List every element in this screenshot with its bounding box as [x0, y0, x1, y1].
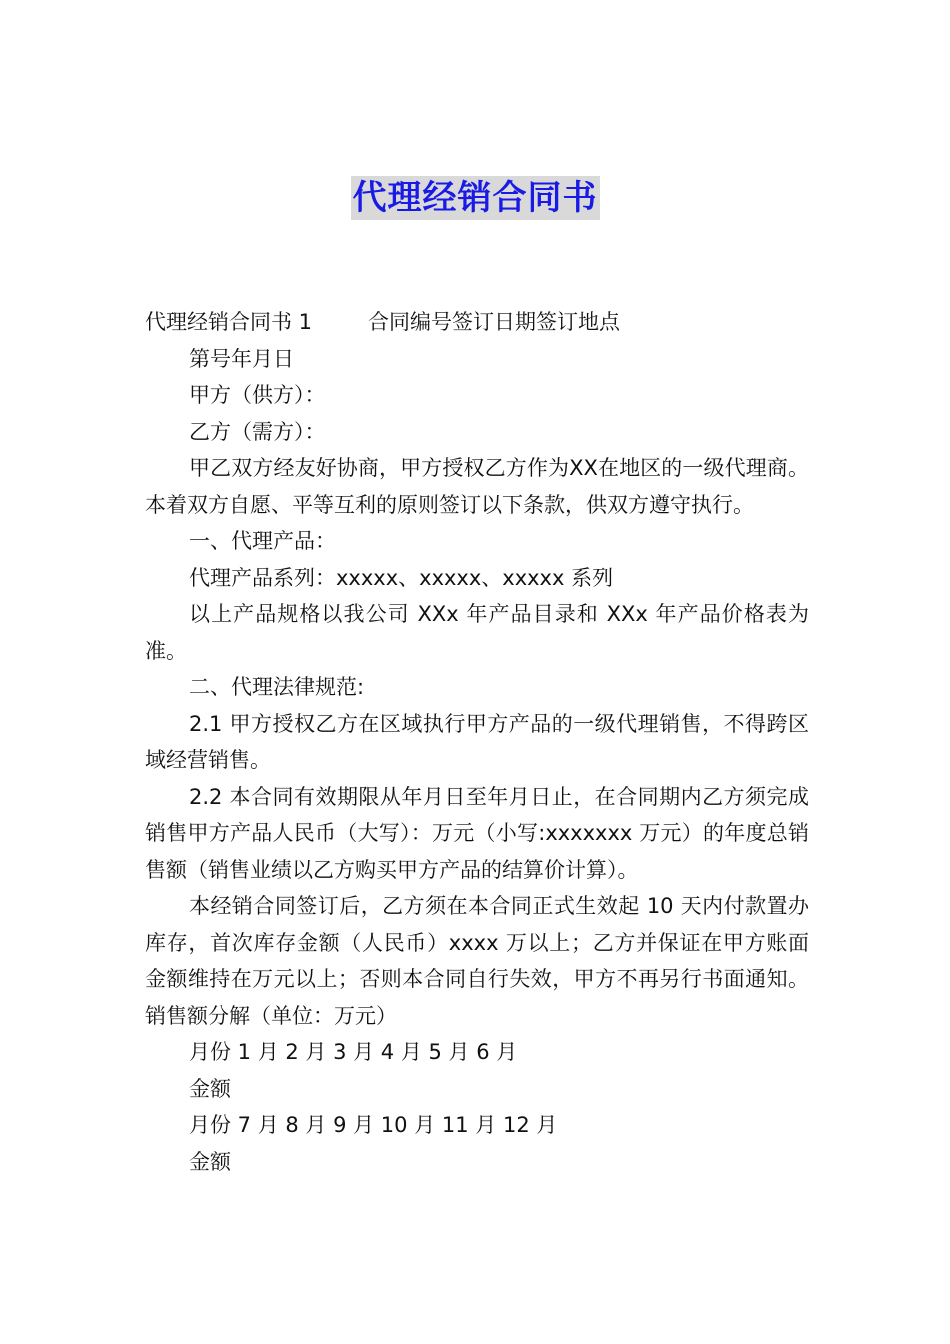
paragraph-inventory: 本经销合同签订后，乙方须在本合同正式生效起 10 天内付款置办库存，首次库存金额（人民币）xxxx 万以上；乙方并保证在甲方账面金额维持在万元以上；否则本合同自行失效，甲方不再另行书面通知。销售额分解（单位：万元）	[145, 894, 809, 1028]
clause-2-2: 2.2 本合同有效期限从年月日至年月日止，在合同期内乙方须完成销售甲方产品人民币（大写）：万元（小写:xxxxxxx 万元）的年度总销售额（销售业绩以乙方购买甲方产品的结算价计算）。	[145, 784, 809, 882]
amount-row-second-half: 金额	[189, 1149, 231, 1174]
paragraph-intro: 甲乙双方经友好协商，甲方授权乙方作为XX在地区的一级代理商。本着双方自愿、平等互利的原则签订以下条款，供双方遵守执行。	[145, 456, 809, 517]
paragraph-party-b: 乙方（需方）：	[189, 419, 326, 444]
document-title: 代理经销合同书	[352, 178, 598, 218]
paragraph-party-a: 甲方（供方）：	[189, 383, 326, 407]
paragraph-product-series: 代理产品系列：xxxxx、xxxxx、xxxxx 系列	[189, 565, 614, 590]
amount-row-first-half: 金额	[189, 1076, 231, 1101]
month-row-second-half: 月份 7 月 8 月 9 月 10 月 11 月 12 月	[189, 1113, 558, 1137]
paragraph-product-spec: 以上产品规格以我公司 XXx 年产品目录和 XXx 年产品价格表为准。	[145, 602, 809, 663]
section-heading-legal: 二、代理法律规范:	[189, 675, 365, 699]
month-row-first-half: 月份 1 月 2 月 3 月 4 月 5 月 6 月	[189, 1040, 518, 1064]
title-container	[0, 176, 950, 220]
header-line	[145, 304, 809, 341]
section-heading-products: 一、代理产品：	[189, 529, 336, 553]
document-body	[145, 304, 809, 1180]
clause-2-1: 2.1 甲方授权乙方在区域执行甲方产品的一级代理销售，不得跨区域经营销售。	[145, 711, 809, 772]
header-line-right: 合同编号签订日期签订地点	[368, 310, 621, 334]
header-line-left: 代理经销合同书 1	[145, 310, 313, 334]
paragraph-date: 第号年月日	[189, 346, 294, 371]
